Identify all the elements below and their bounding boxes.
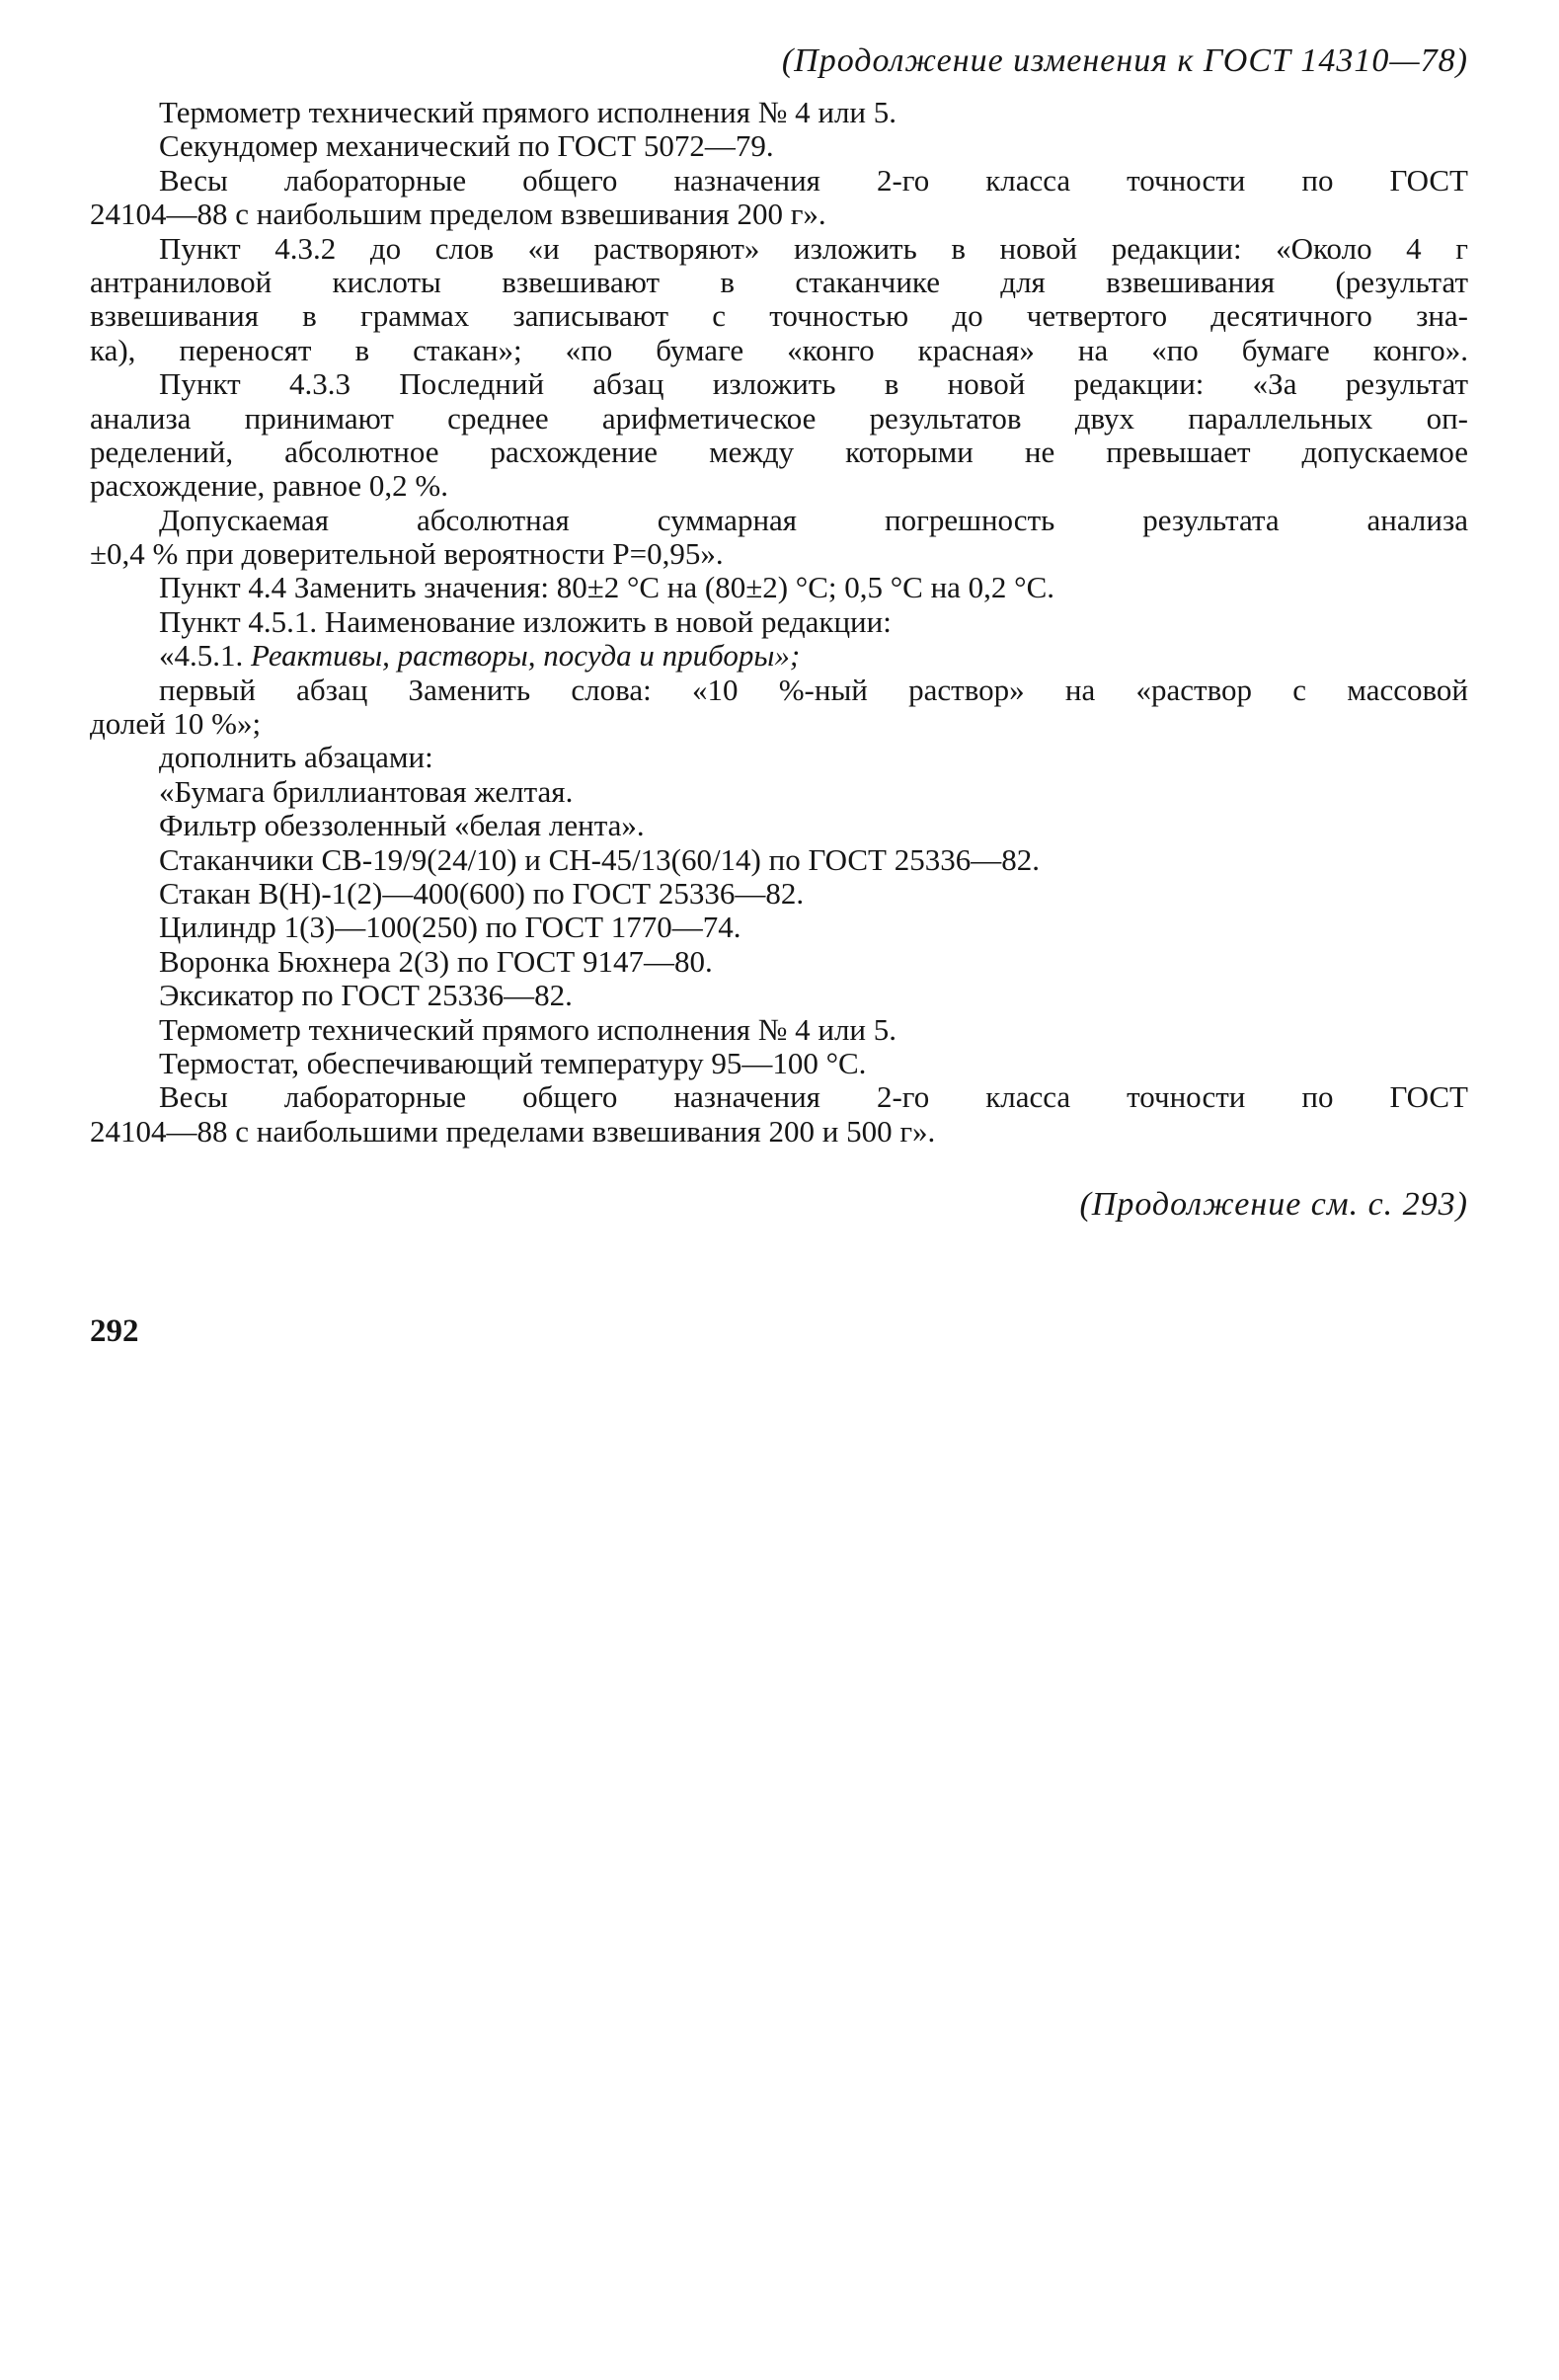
text-line: Допускаемая абсолютная суммарная погрешность результата анализа xyxy=(159,502,1468,537)
text-line: расхождение, равное 0,2 %. xyxy=(90,468,448,504)
page-number: 292 xyxy=(90,1313,139,1349)
text-line: Термометр технический прямого исполнения № 4 или 5. xyxy=(159,1011,896,1047)
text-line: Весы лабораторные общего назначения 2-го класса точности по ГОСТ xyxy=(159,1079,1468,1115)
text-line: Стакан В(Н)-1(2)—400(600) по ГОСТ 25336—82. xyxy=(159,875,805,911)
text-line: ка), переносят в стакан»; «по бумаге «конго красная» на «по бумаге конго». xyxy=(90,332,1468,367)
text-line: Пункт 4.5.1. Наименование изложить в новой редакции: xyxy=(159,603,892,639)
running-header: (Продолжение изменения к ГОСТ 14310—78) xyxy=(781,42,1468,79)
text-line: дополнить абзацами: xyxy=(159,740,433,775)
text-line: «Бумага бриллиантовая желтая. xyxy=(159,773,574,809)
text-line: взвешивания в граммах записывают с точностью до четвертого десятичного зна- xyxy=(90,298,1468,334)
text-line: Термостат, обеспечивающий температуру 95—100 °С. xyxy=(159,1045,867,1080)
text-line: Пункт 4.3.2 до слов «и растворяют» изложить в новой редакции: «Около 4 г xyxy=(159,230,1468,266)
text-line: Пункт 4.4 Заменить значения: 80±2 °С на (80±2) °С; 0,5 °С на 0,2 °С. xyxy=(159,570,1054,605)
text-line: 24104—88 с наибольшими пределами взвешивания 200 и 500 г». xyxy=(90,1113,936,1149)
text-line: долей 10 %»; xyxy=(90,706,262,742)
text-line: Фильтр обеззоленный «белая лента». xyxy=(159,808,645,843)
text-line: анализа принимают среднее арифметическое результатов двух параллельных оп- xyxy=(90,400,1468,436)
text-line: первый абзац Заменить слова: «10 %-ный раствор» на «раствор с массовой xyxy=(159,672,1468,707)
section-number: «4.5.1. xyxy=(159,638,251,674)
section-title: Реактивы, растворы, посуда и приборы»; xyxy=(251,638,801,674)
text-line: Стаканчики СВ-19/9(24/10) и СН-45/13(60/14) по ГОСТ 25336—82. xyxy=(159,841,1040,877)
continuation-note: (Продолжение см. с. 293) xyxy=(1079,1186,1468,1223)
text-line: Эксикатор по ГОСТ 25336—82. xyxy=(159,978,573,1013)
text-line: Пункт 4.3.3 Последний абзац изложить в новой редакции: «За результат xyxy=(159,366,1468,402)
text-line: ределений, абсолютное расхождение между которыми не превышает допускаемое xyxy=(90,434,1468,469)
text-line: ±0,4 % при доверительной вероятности Р=0,95». xyxy=(90,536,724,572)
section-heading-line xyxy=(90,639,1468,673)
text-line: Цилиндр 1(3)—100(250) по ГОСТ 1770—74. xyxy=(159,910,741,945)
amendment-text xyxy=(90,96,1468,1149)
text-line: 24104—88 с наибольшим пределом взвешивания 200 г». xyxy=(90,197,826,232)
text-line: Термометр технический прямого исполнения № 4 или 5. xyxy=(159,95,896,129)
text-line: Весы лабораторные общего назначения 2-го класса точности по ГОСТ xyxy=(159,162,1468,198)
text-line: Секундомер механический по ГОСТ 5072—79. xyxy=(159,128,774,164)
text-line: Воронка Бюхнера 2(3) по ГОСТ 9147—80. xyxy=(159,943,713,979)
text-line: антраниловой кислоты взвешивают в стаканчике для взвешивания (результат xyxy=(90,264,1468,299)
